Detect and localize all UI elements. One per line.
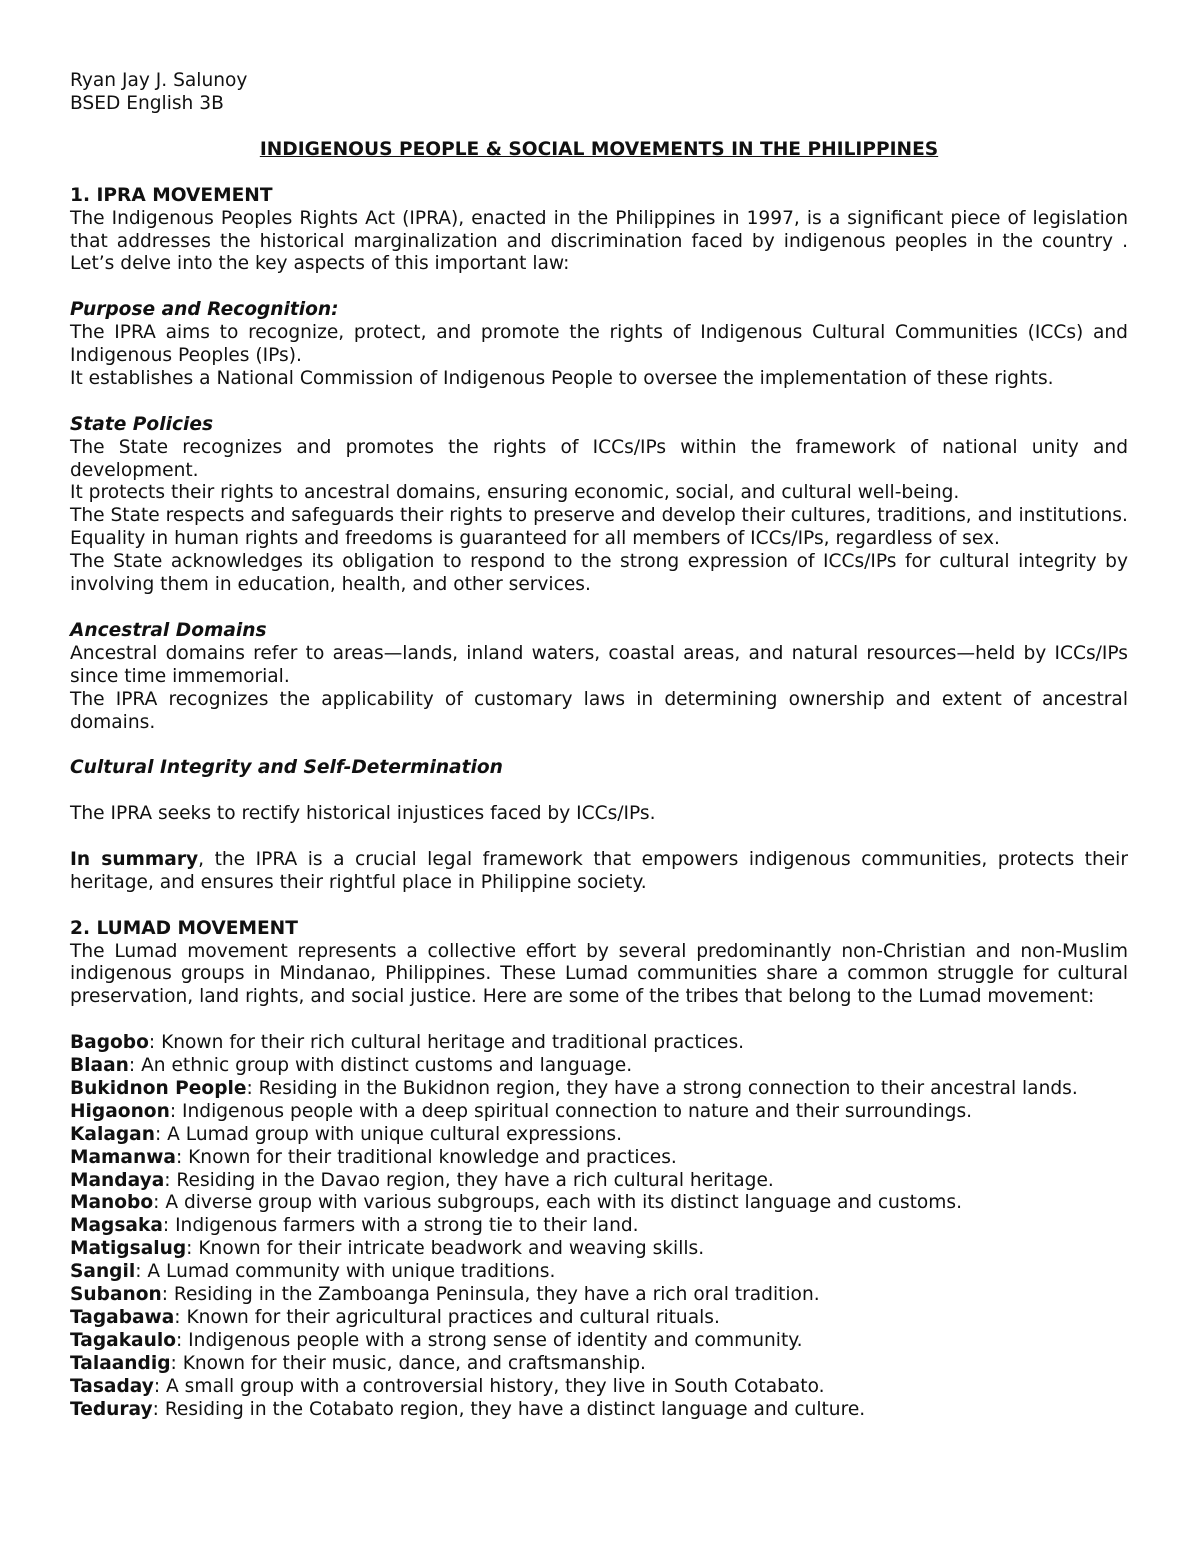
tribe-description: : Known for their traditional knowledge and practices. [175, 1146, 677, 1168]
document-page [70, 70, 1128, 1422]
ancestral-paragraph-1: Ancestral domains refer to areas—lands, inland waters, coastal areas, and natural resources—held by ICCs/IPs since time immemorial. [70, 642, 1128, 687]
list-item [70, 1215, 1128, 1238]
spacer [70, 597, 1128, 620]
list-item [70, 1078, 1128, 1101]
list-item [70, 1032, 1128, 1055]
tribe-description: : Known for their rich cultural heritage and traditional practices. [148, 1032, 745, 1054]
tribe-name: Higaonon [70, 1100, 170, 1122]
tribe-description: : Residing in the Davao region, they have a rich cultural heritage. [164, 1169, 774, 1191]
subheading-state-policies: State Policies [70, 413, 214, 435]
spacer [70, 391, 1128, 414]
spacer [70, 780, 1128, 803]
summary-paragraph [70, 849, 1128, 895]
subheading-purpose: Purpose and Recognition: [70, 299, 339, 321]
summary-lead: In summary [70, 848, 199, 870]
state-paragraph-4: Equality in human rights and freedoms is guaranteed for all members of ICCs/IPs, regardless of sex. [70, 528, 1000, 550]
subheading-ancestral-domains: Ancestral Domains [70, 619, 267, 641]
tribe-description: : A Lumad community with unique traditions. [135, 1261, 556, 1283]
section-heading-lumad: 2. LUMAD MOVEMENT [70, 917, 298, 939]
list-item [70, 1124, 1128, 1147]
ancestral-paragraph-2: The IPRA recognizes the applicability of customary laws in determining ownership and extent of ancestral domains. [70, 688, 1128, 733]
tribe-description: : Known for their intricate beadwork and weaving skills. [186, 1238, 705, 1260]
tribe-name: Matigsalug [70, 1238, 187, 1260]
summary-text: , the IPRA is a crucial legal framework that empowers indigenous communities, protects their heritage, and ensures their rightful place in Philippine society. [70, 848, 1128, 893]
tribe-description: : Indigenous people with a deep spiritual connection to nature and their surroundings. [169, 1100, 973, 1122]
tribe-description: : Residing in the Bukidnon region, they have a strong connection to their ancestral lands. [246, 1077, 1078, 1099]
tribe-name: Teduray [70, 1398, 153, 1420]
list-item [70, 1147, 1128, 1170]
list-item [70, 1261, 1128, 1284]
list-item [70, 1376, 1128, 1399]
purpose-paragraph-2: It establishes a National Commission of Indigenous People to oversee the implementation of these rights. [70, 367, 1054, 389]
tribe-name: Blaan [70, 1055, 129, 1077]
tribe-name: Bagobo [70, 1032, 149, 1054]
tribe-description: : Known for their music, dance, and craftsmanship. [170, 1352, 646, 1374]
tribe-description: : Indigenous farmers with a strong tie to their land. [162, 1215, 639, 1237]
tribe-name: Mamanwa [70, 1146, 176, 1168]
list-item [70, 1238, 1128, 1261]
state-paragraph-2: It protects their rights to ancestral domains, ensuring economic, social, and cultural well-being. [70, 482, 960, 504]
document-title: INDIGENOUS PEOPLE & SOCIAL MOVEMENTS IN THE PHILIPPINES [259, 138, 939, 160]
ipra-intro: The Indigenous Peoples Rights Act (IPRA), enacted in the Philippines in 1997, is a significant piece of legislation that addresses the historical marginalization and discrimination faced by indigenous peoples in the country . Let’s delve into the key aspects of this important law: [70, 207, 1128, 275]
tribe-name: Talaandig [70, 1352, 171, 1374]
author-name: Ryan Jay J. Salunoy [70, 70, 248, 91]
list-item [70, 1055, 1128, 1078]
tribe-description: : A small group with a controversial history, they live in South Cotabato. [153, 1375, 825, 1397]
tribe-name: Magsaka [70, 1215, 163, 1237]
tribe-description: : Indigenous people with a strong sense of identity and community. [176, 1329, 803, 1351]
tribe-description: : A diverse group with various subgroups, each with its distinct language and customs. [153, 1192, 963, 1214]
spacer [70, 826, 1128, 849]
tribe-description: : Known for their agricultural practices and cultural rituals. [174, 1307, 720, 1328]
tribe-name: Subanon [70, 1284, 162, 1306]
tribe-name: Manobo [70, 1192, 154, 1214]
tribe-list [70, 1032, 1128, 1421]
tribe-description: : A Lumad group with unique cultural expressions. [154, 1123, 623, 1145]
cultural-paragraph-1: The IPRA seeks to rectify historical injustices faced by ICCs/IPs. [70, 803, 656, 825]
list-item [70, 1353, 1128, 1376]
lumad-intro: The Lumad movement represents a collective effort by several predominantly non-Christian and non-Muslim indigenous groups in Mindanao, Philippines. These Lumad communities share a common struggle for cultural preservation, land rights, and social justice. Here are some of the tribes that belong to the Lumad movement: [70, 940, 1128, 1008]
spacer [70, 1009, 1128, 1032]
subheading-cultural-integrity: Cultural Integrity and Self-Determination [70, 757, 503, 779]
spacer [70, 734, 1128, 757]
state-paragraph-3: The State respects and safeguards their rights to preserve and develop their cultures, traditions, and institutions. [70, 505, 1128, 527]
tribe-description: : An ethnic group with distinct customs and language. [128, 1055, 633, 1077]
section-heading-ipra: 1. IPRA MOVEMENT [70, 184, 273, 206]
purpose-paragraph-1: The IPRA aims to recognize, protect, and promote the rights of Indigenous Cultural Communities (ICCs) and Indigenous Peoples (IPs). [70, 322, 1128, 367]
tribe-name: Sangil [70, 1261, 136, 1283]
tribe-name: Mandaya [70, 1169, 165, 1191]
tribe-name: Tagabawa [70, 1307, 175, 1328]
author-course: BSED English 3B [70, 92, 224, 114]
spacer [70, 895, 1128, 918]
tribe-description: : Residing in the Zamboanga Peninsula, they have a rich oral tradition. [161, 1284, 820, 1306]
tribe-name: Bukidnon People [70, 1077, 247, 1099]
tribe-name: Kalagan [70, 1123, 155, 1145]
list-item [70, 1284, 1128, 1307]
state-paragraph-1: The State recognizes and promotes the rights of ICCs/IPs within the framework of national unity and development. [70, 436, 1128, 481]
spacer [70, 276, 1128, 299]
list-item [70, 1170, 1128, 1193]
tribe-name: Tagakaulo [70, 1329, 176, 1351]
tribe-name: Tasaday [70, 1375, 154, 1397]
tribe-description: : Residing in the Cotabato region, they have a distinct language and culture. [152, 1398, 866, 1420]
list-item [70, 1330, 1128, 1353]
list-item [70, 1307, 1128, 1330]
list-item [70, 1399, 1128, 1422]
list-item [70, 1101, 1128, 1124]
state-paragraph-5: The State acknowledges its obligation to respond to the strong expression of ICCs/IPs for cultural integrity by involving them in education, health, and other services. [70, 551, 1128, 596]
list-item [70, 1192, 1128, 1215]
